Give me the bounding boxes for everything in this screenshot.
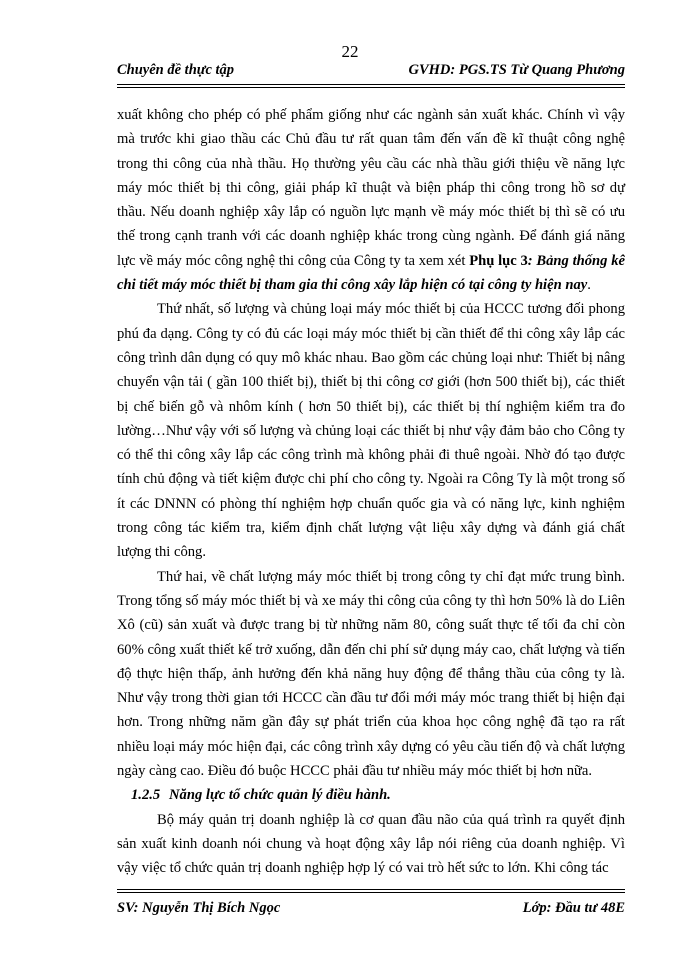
appendix-title: : Bảng thống kê chi tiết máy móc thiết bị tham gia thi công xây lắp hiện có tại công ty hiện nay [117, 252, 625, 294]
paragraph-2: Thứ nhất, số lượng và chủng loại máy móc thiết bị của HCCC tương đối phong phú đa dạng. Công ty có đủ các loại máy móc thiết bị cần thiết để thi công xây lắp các công trình dân dụng có quy mô khác nhau. Bao gồm các chủng loại như: Thiết bị nâng chuyển vận tải ( gần 100 thiết bị), thiết bị thi công cơ giới (hơn 500 thiết bị), các thiết bị chế biến gỗ và nhôm kính ( hơn 50 thiết bị), các thiết bị thí nghiệm kiểm tra đo lường…Như vậy với số lượng và chủng loại các thiết bị như vậy đảm bảo cho Công ty có thể thi công xây lắp các công trình mà không phải đi thuê ngoài. Nhờ đó tạo được tính chủ động và tiết kiệm được chi phí cho công ty. Ngoài ra Công Ty là một trong số ít các DNNN có phòng thí nghiệm hợp chuẩn quốc gia và có năng lực, kinh nghiệm trong công tác kiểm tra, kiểm định chất lượng vật liệu xây dựng và đánh giá chất lượng thi công. [117, 301, 625, 561]
page-footer [117, 900, 625, 917]
section-heading [131, 783, 625, 807]
section-title: Năng lực tổ chức quản lý điều hành. [169, 787, 391, 804]
document-body [117, 103, 625, 881]
page-number: 22 [341, 42, 359, 61]
paragraph-4: Bộ máy quản trị doanh nghiệp là cơ quan đầu não của quá trình ra quyết định sản xuất kinh doanh nói chung và hoạt động xây lắp nói riêng của doanh nghiệp. Vì vậy việc tổ chức quản trị doanh nghiệp hợp lý có vai trò hết sức to lớn. Khi công tác [117, 811, 625, 877]
header-left: Chuyên đề thực tập [117, 62, 235, 78]
paragraph-1-text: xuất không cho phép có phế phẩm giống như các ngành sản xuất khác. Chính vì vậy mà trước khi giao thầu các Chủ đầu tư rất quan tâm đến vấn đề kĩ thuật công nghệ trong thi công của nhà thầu. Họ thường yêu cầu các nhà thầu giới thiệu về năng lực máy móc thiết bị thi công, giải pháp kĩ thuật và biện pháp thi công trong hồ sơ dự thầu. Nếu doanh nghiệp xây lắp có nguồn lực mạnh về máy móc thiết bị thì sẽ có ưu thế trong cạnh tranh với các doanh nghiệp khác trong cùng ngành. Để đánh giá năng lực về máy móc công nghệ thi công của Công ty ta xem xét [117, 107, 625, 269]
paragraph-1 [117, 103, 625, 297]
header-right: GVHD: PGS.TS Từ Quang Phương [408, 62, 625, 78]
paragraph-1-end: . [587, 277, 591, 294]
footer-left: SV: Nguyễn Thị Bích Ngọc [117, 900, 281, 916]
page-header [117, 62, 625, 79]
footer-rule [117, 889, 625, 893]
appendix-reference: Phụ lục 3 [469, 252, 528, 269]
header-rule [117, 84, 625, 88]
footer-right: Lớp: Đầu tư 48E [522, 900, 625, 916]
section-number: 1.2.5 [131, 787, 161, 804]
paragraph-3: Thứ hai, về chất lượng máy móc thiết bị trong công ty chỉ đạt mức trung bình. Trong tổng số máy móc thiết bị và xe máy thi công của công ty thì hơn 50% là do Liên Xô (cũ) sản xuất và được trang bị từ những năm 80, công suất thực tế tối đa chỉ còn 60% công xuất thiết kế trở xuống, dẫn đến chi phí sử dụng máy cao, chất lượng và tiến độ thực hiện thấp, ảnh hưởng đến khả năng huy động để thắng thầu của công ty là. Như vậy trong thời gian tới HCCC cần đầu tư đổi mới máy móc trang thiết bị hiện đại hơn. Trong những năm gần đây sự phát triển của khoa học công nghệ đã tạo ra rất nhiều loại máy móc hiện đại, các công trình xây dựng có yêu cầu tiến độ và chất lượng ngày càng cao. Điều đó buộc HCCC phải đầu tư nhiều máy móc thiết bị hơn nữa. [117, 568, 625, 780]
